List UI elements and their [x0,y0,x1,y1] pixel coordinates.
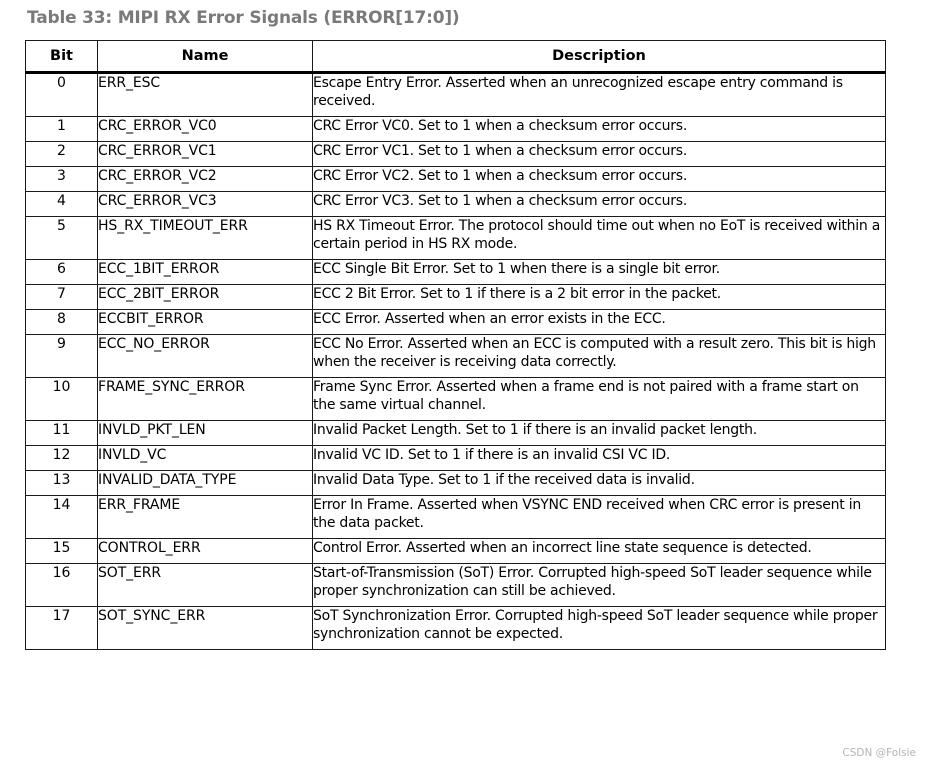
table-row [26,446,886,471]
description-cell: Control Error. Asserted when an incorrect line state sequence is detected. [313,539,886,564]
description-cell: CRC Error VC0. Set to 1 when a checksum error occurs. [313,117,886,142]
description-cell: ECC 2 Bit Error. Set to 1 if there is a 2 bit error in the packet. [313,285,886,310]
bit-cell: 17 [26,607,98,650]
description-cell: Frame Sync Error. Asserted when a frame end is not paired with a frame start on the same virtual channel. [313,378,886,421]
watermark: CSDN @Folsie [842,747,916,759]
table-row [26,335,886,378]
signal-name-cell: ECCBIT_ERROR [98,310,313,335]
description-cell: ECC Single Bit Error. Set to 1 when there is a single bit error. [313,260,886,285]
bit-cell: 0 [26,73,98,117]
signal-name-cell: ECC_1BIT_ERROR [98,260,313,285]
bit-cell: 9 [26,335,98,378]
bit-cell: 2 [26,142,98,167]
table-row [26,142,886,167]
bit-cell: 6 [26,260,98,285]
bit-cell: 10 [26,378,98,421]
table-row [26,260,886,285]
description-cell: CRC Error VC2. Set to 1 when a checksum error occurs. [313,167,886,192]
bit-cell: 3 [26,167,98,192]
table-row [26,167,886,192]
signal-name-cell: INVLD_VC [98,446,313,471]
table-header [26,41,886,73]
signal-name-cell: ECC_2BIT_ERROR [98,285,313,310]
bit-cell: 1 [26,117,98,142]
bit-cell: 4 [26,192,98,217]
bit-cell: 8 [26,310,98,335]
signal-name-cell: SOT_ERR [98,564,313,607]
bit-cell: 7 [26,285,98,310]
signal-name-cell: CRC_ERROR_VC2 [98,167,313,192]
description-cell: Invalid VC ID. Set to 1 if there is an invalid CSI VC ID. [313,446,886,471]
table-caption: Table 33: MIPI RX Error Signals (ERROR[17:0]) [27,8,460,28]
bit-cell: 16 [26,564,98,607]
signal-name-cell: ERR_FRAME [98,496,313,539]
table-row [26,607,886,650]
column-header-description: Description [313,41,886,73]
description-cell: Invalid Packet Length. Set to 1 if there is an invalid packet length. [313,421,886,446]
description-cell: ECC No Error. Asserted when an ECC is computed with a result zero. This bit is high when the receiver is receiving data correctly. [313,335,886,378]
table-row [26,564,886,607]
description-cell: Escape Entry Error. Asserted when an unrecognized escape entry command is received. [313,73,886,117]
signal-name-cell: FRAME_SYNC_ERROR [98,378,313,421]
table-row [26,217,886,260]
column-header-name: Name [98,41,313,73]
signal-name-cell: SOT_SYNC_ERR [98,607,313,650]
table-row [26,539,886,564]
table-row [26,192,886,217]
bit-cell: 13 [26,471,98,496]
table-body [26,73,886,650]
description-cell: SoT Synchronization Error. Corrupted high-speed SoT leader sequence while proper synchronization cannot be expected. [313,607,886,650]
description-cell: HS RX Timeout Error. The protocol should time out when no EoT is received within a certain period in HS RX mode. [313,217,886,260]
bit-cell: 11 [26,421,98,446]
signal-name-cell: CRC_ERROR_VC0 [98,117,313,142]
column-header-bit: Bit [26,41,98,73]
bit-cell: 5 [26,217,98,260]
table-row [26,421,886,446]
description-cell: Error In Frame. Asserted when VSYNC END received when CRC error is present in the data packet. [313,496,886,539]
signal-name-cell: ERR_ESC [98,73,313,117]
table-row [26,496,886,539]
table-row [26,73,886,117]
signal-name-cell: CRC_ERROR_VC1 [98,142,313,167]
table-row [26,117,886,142]
signal-name-cell: INVLD_PKT_LEN [98,421,313,446]
signal-name-cell: ECC_NO_ERROR [98,335,313,378]
bit-cell: 15 [26,539,98,564]
table-row [26,471,886,496]
description-cell: Invalid Data Type. Set to 1 if the received data is invalid. [313,471,886,496]
signal-name-cell: INVALID_DATA_TYPE [98,471,313,496]
header-row [26,41,886,73]
table-row [26,378,886,421]
bit-cell: 12 [26,446,98,471]
signal-name-cell: CRC_ERROR_VC3 [98,192,313,217]
signal-name-cell: HS_RX_TIMEOUT_ERR [98,217,313,260]
description-cell: ECC Error. Asserted when an error exists in the ECC. [313,310,886,335]
description-cell: CRC Error VC1. Set to 1 when a checksum error occurs. [313,142,886,167]
description-cell: Start-of-Transmission (SoT) Error. Corrupted high-speed SoT leader sequence while proper synchronization can still be achieved. [313,564,886,607]
bit-cell: 14 [26,496,98,539]
error-signals-table [25,40,886,650]
table-row [26,285,886,310]
table-row [26,310,886,335]
signal-name-cell: CONTROL_ERR [98,539,313,564]
description-cell: CRC Error VC3. Set to 1 when a checksum error occurs. [313,192,886,217]
